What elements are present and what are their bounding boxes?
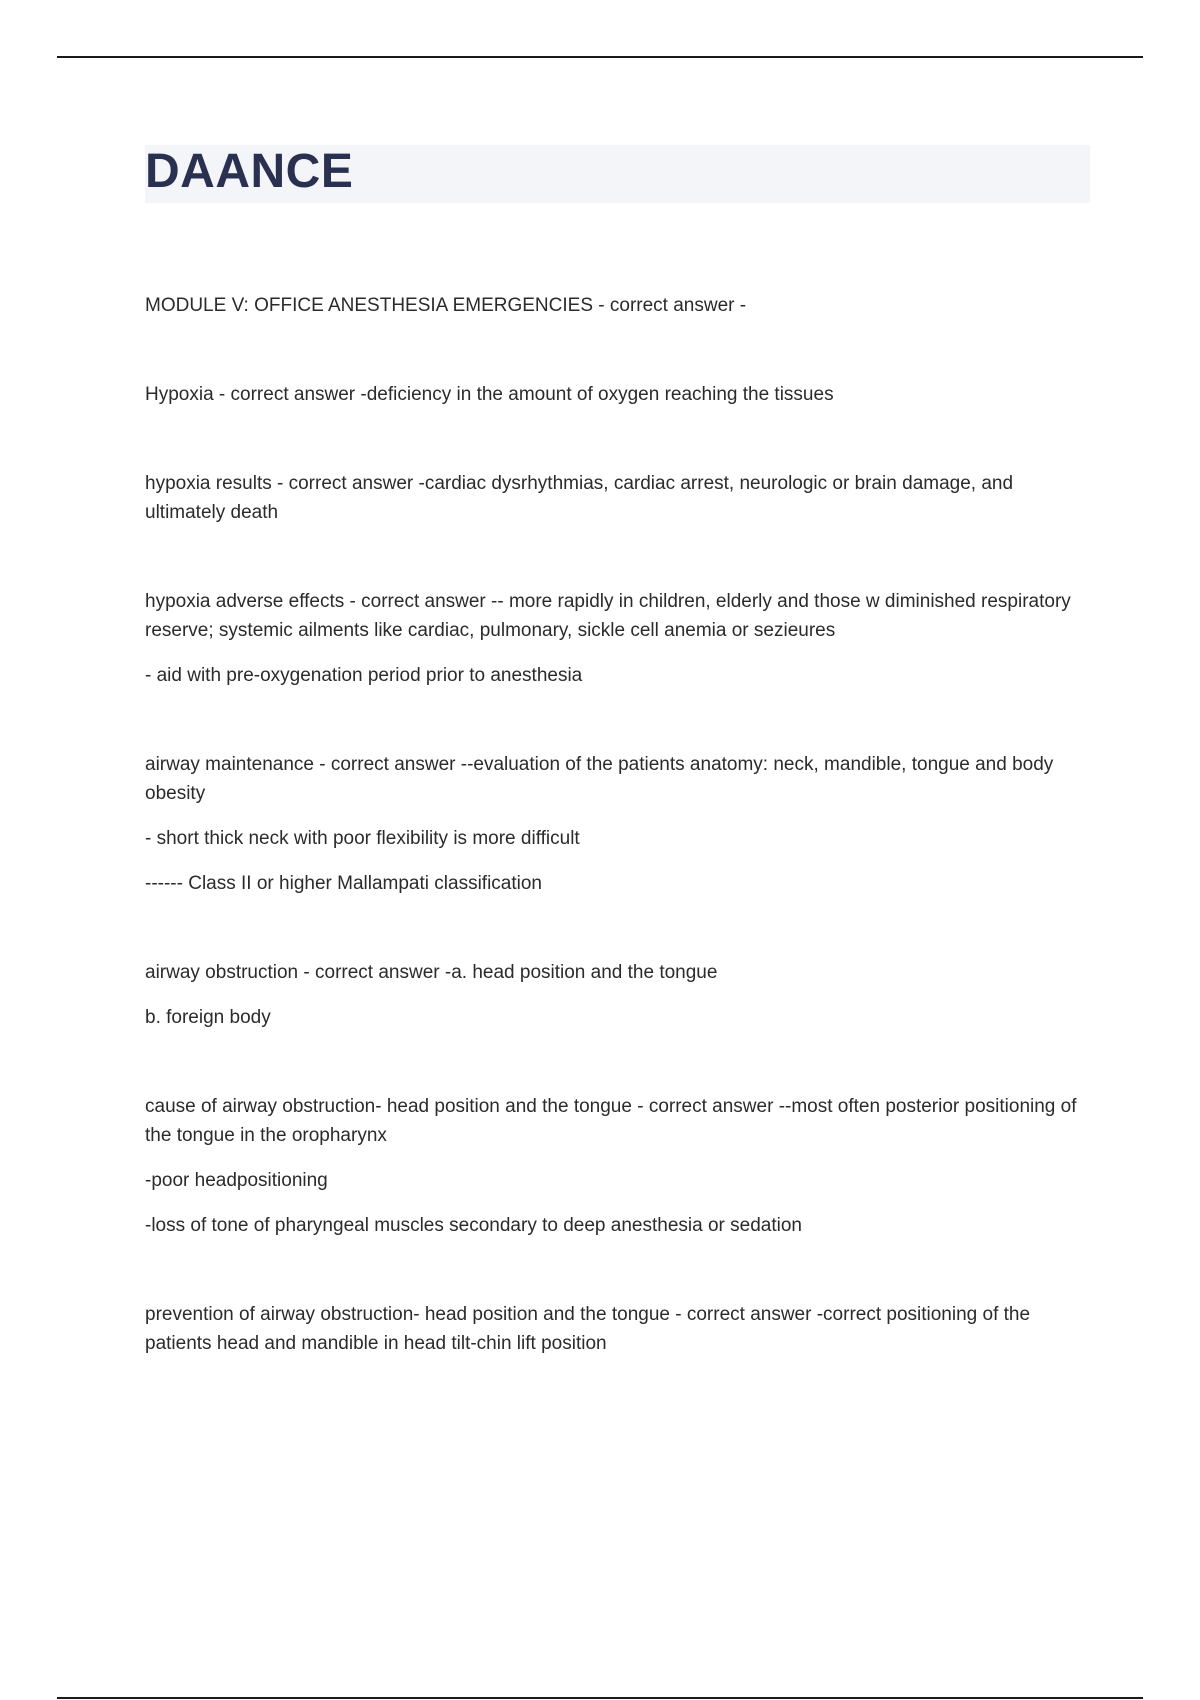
bottom-rule <box>57 1697 1143 1699</box>
entry-hypoxia-results <box>145 469 1090 527</box>
entry-hypoxia-adverse-effects <box>145 587 1090 690</box>
entry-prevention-of-airway-obstruction <box>145 1300 1090 1358</box>
entry-line: airway maintenance - correct answer --evaluation of the patients anatomy: neck, mandible, tongue and body obesity <box>145 754 1054 804</box>
entry-line: cause of airway obstruction- head position and the tongue - correct answer --most often posterior positioning of the tongue in the oropharynx <box>145 1096 1077 1146</box>
entry-line: MODULE V: OFFICE ANESTHESIA EMERGENCIES - correct answer - <box>145 295 747 316</box>
document-title: DAANCE <box>145 145 354 198</box>
entry-line: prevention of airway obstruction- head position and the tongue - correct answer -correct positioning of the patients head and mandible in head tilt-chin lift position <box>145 1304 1031 1354</box>
entry-line: b. foreign body <box>145 1007 271 1028</box>
entry-airway-obstruction <box>145 958 1090 1032</box>
entry-airway-maintenance <box>145 750 1090 898</box>
top-rule <box>57 56 1143 58</box>
entry-hypoxia <box>145 380 1090 409</box>
entry-module-heading <box>145 291 1090 320</box>
entry-line: - short thick neck with poor flexibility is more difficult <box>145 828 580 849</box>
entry-line: Hypoxia - correct answer -deficiency in the amount of oxygen reaching the tissues <box>145 384 834 405</box>
entry-line: -poor headpositioning <box>145 1170 328 1191</box>
entry-line: -loss of tone of pharyngeal muscles secondary to deep anesthesia or sedation <box>145 1215 802 1236</box>
entry-cause-of-airway-obstruction <box>145 1092 1090 1240</box>
entry-line: ------ Class II or higher Mallampati classification <box>145 873 542 894</box>
document-body <box>145 291 1090 1418</box>
entry-line: hypoxia adverse effects - correct answer -- more rapidly in children, elderly and those w diminished respiratory reserve; systemic ailments like cardiac, pulmonary, sickle cell anemia or sezieures <box>145 591 1071 641</box>
entry-line: airway obstruction - correct answer -a. head position and the tongue <box>145 962 718 983</box>
entry-line: - aid with pre-oxygenation period prior to anesthesia <box>145 665 583 686</box>
entry-line: hypoxia results - correct answer -cardiac dysrhythmias, cardiac arrest, neurologic or brain damage, and ultimately death <box>145 473 1014 523</box>
